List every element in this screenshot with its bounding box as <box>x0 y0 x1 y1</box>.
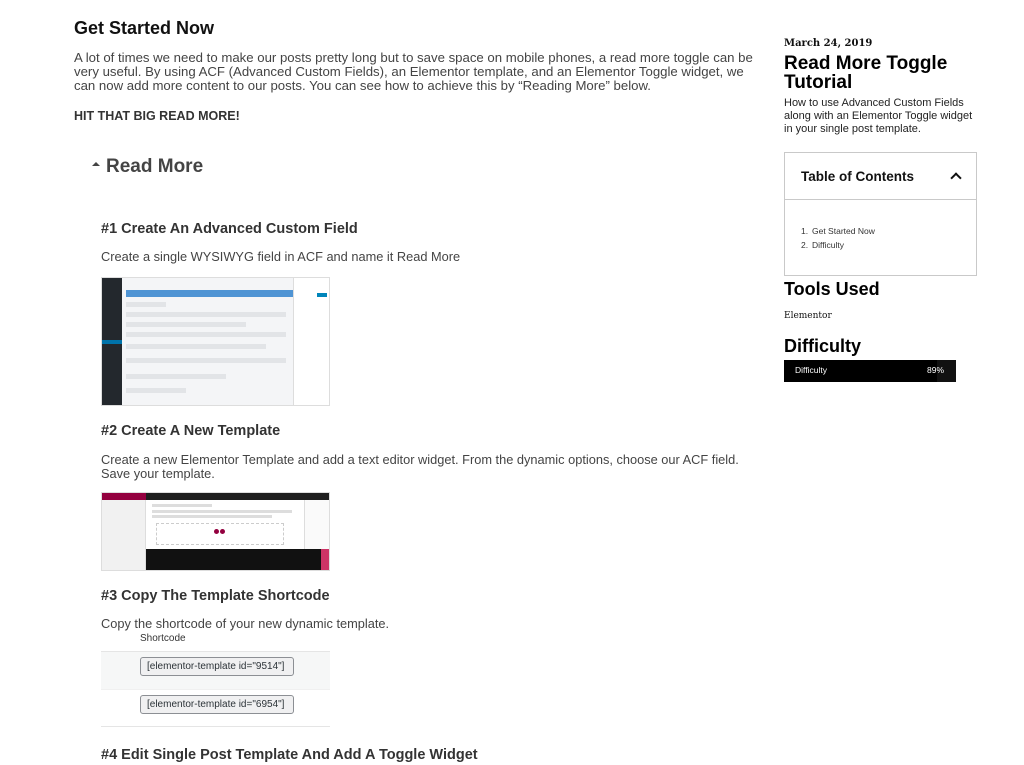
step-2-desc-wrap <box>101 453 741 481</box>
acf-field-screenshot <box>101 277 330 406</box>
field-header-bar <box>126 290 293 297</box>
wp-admin-sidebar <box>102 278 122 405</box>
toc-list <box>785 200 976 252</box>
shortcode-row <box>101 689 330 727</box>
toc-link[interactable]: Difficulty <box>812 240 844 250</box>
toc-header[interactable] <box>785 153 976 200</box>
difficulty-heading: Difficulty <box>784 336 862 356</box>
shortcode-screenshot <box>101 630 330 729</box>
shortcode-row <box>101 651 330 689</box>
difficulty-value: 89% <box>926 365 944 375</box>
step-title: #2 Create A New Template <box>101 423 281 439</box>
shortcode-field[interactable]: [elementor-template id="9514"] <box>140 657 294 676</box>
step-2 <box>101 423 280 439</box>
toc-link[interactable]: Get Started Now <box>812 226 875 236</box>
callout-text: HIT THAT BIG READ MORE! <box>74 109 240 123</box>
post-excerpt: How to use Advanced Custom Fields along with an Elementor Toggle widget in your single post template. <box>784 97 973 135</box>
shortcode-column-header: Shortcode <box>140 633 186 644</box>
post-title: Read More Toggle Tutorial <box>784 53 948 93</box>
table-of-contents <box>784 152 977 276</box>
post-date: March 24, 2019 <box>784 38 873 49</box>
publish-panel <box>293 278 330 405</box>
toc-item[interactable]: 1. Get Started Now <box>801 226 875 236</box>
step-4 <box>101 747 478 763</box>
step-title: #3 Copy The Template Shortcode <box>101 588 330 604</box>
step-title: #1 Create An Advanced Custom Field <box>101 221 358 237</box>
tools-used-heading: Tools Used <box>784 279 880 299</box>
difficulty-label: Difficulty <box>795 365 827 375</box>
elementor-template-screenshot <box>101 492 330 571</box>
step-description: Copy the shortcode of your new dynamic template. <box>101 616 390 631</box>
step-1 <box>101 221 358 237</box>
tools-used-item: Elementor <box>784 311 832 321</box>
step-1-desc-wrap <box>101 250 741 264</box>
chevron-up-icon[interactable] <box>950 172 961 183</box>
toc-title: Table of Contents <box>801 168 914 184</box>
toc-item[interactable]: 2. Difficulty <box>801 240 844 250</box>
step-title: #4 Edit Single Post Template And Add A Toggle Widget <box>101 747 478 763</box>
elementor-panel <box>102 500 146 571</box>
read-more-label: Read More <box>106 156 204 177</box>
step-description: Create a single WYSIWYG field in ACF and name it Read More <box>101 249 461 264</box>
difficulty-progress-bar <box>784 360 956 382</box>
publish-button-image <box>317 293 327 297</box>
section-title: Get Started Now <box>74 18 215 38</box>
caret-up-icon <box>92 162 100 166</box>
read-more-toggle[interactable] <box>92 156 203 178</box>
step-description: Create a new Elementor Template and add a text editor widget. From the dynamic options, choose our ACF field. Save your template. <box>101 452 739 481</box>
step-3 <box>101 588 330 604</box>
step-3-desc-wrap <box>101 617 741 631</box>
intro-paragraph: A lot of times we need to make our posts pretty long but to save space on mobile phones, a read more toggle can be very useful. By using ACF (Advanced Custom Fields), an Elementor template, and an Elementor Toggle widget, we can now add more content to our posts. You can see how to achieve this by “Reading More” below. <box>74 50 753 93</box>
shortcode-field[interactable]: [elementor-template id="6954"] <box>140 695 294 714</box>
